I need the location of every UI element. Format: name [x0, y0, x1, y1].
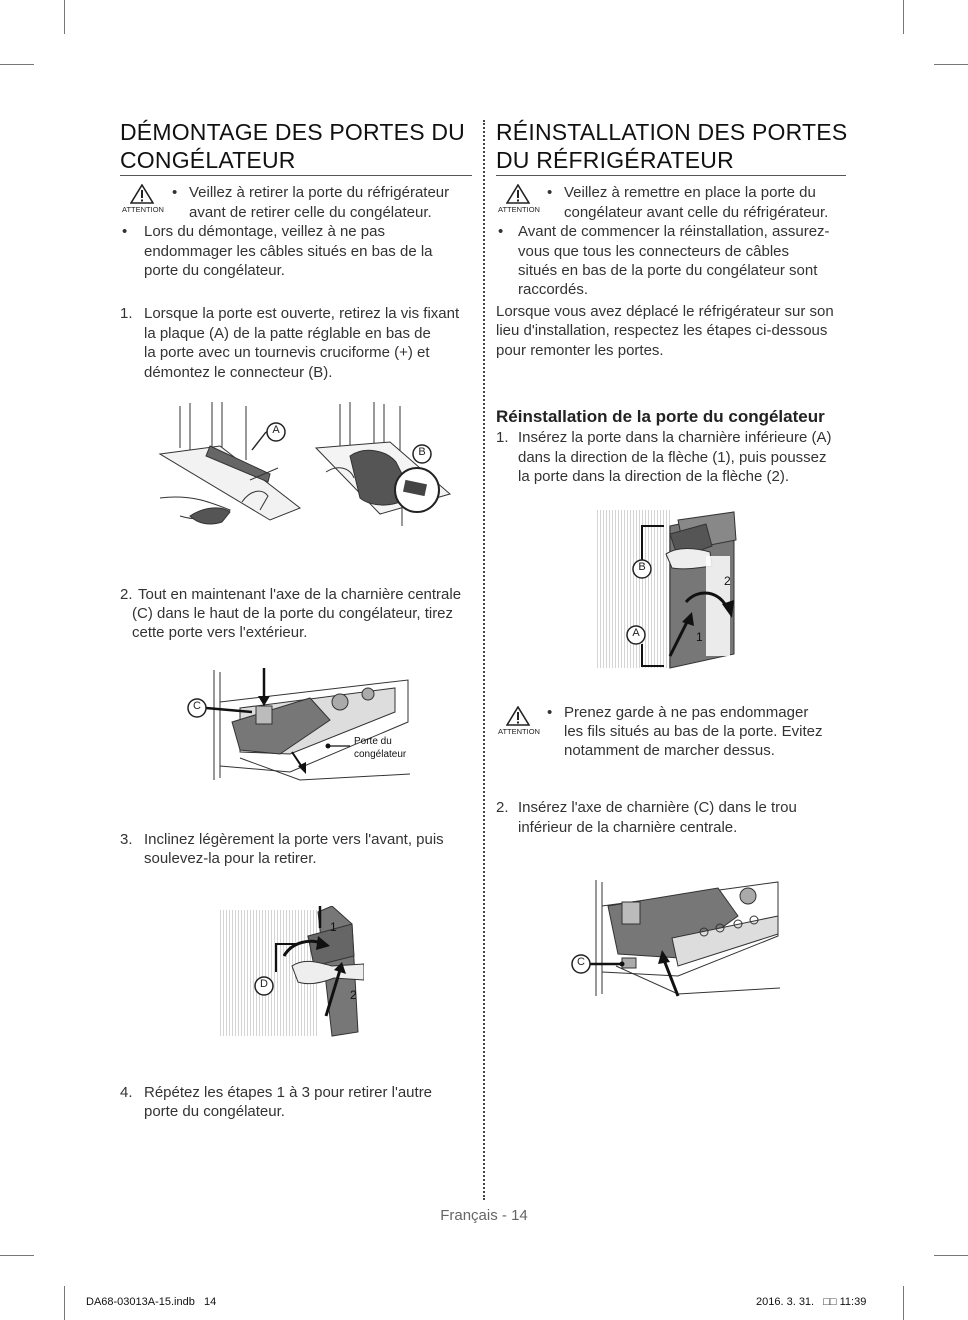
- step-text: cette porte vers l'extérieur.: [132, 624, 308, 641]
- warning-text: avant de retirer celle du congélateur.: [189, 204, 432, 221]
- step-text: Inclinez légèrement la porte vers l'avant, puis: [144, 831, 444, 848]
- print-date: 2016. 3. 31. □□ 11:39: [756, 1296, 867, 1308]
- section-subtitle: Réinstallation de la porte du congélateur: [496, 407, 825, 426]
- step-number: 1.: [496, 429, 509, 446]
- step-text: démontez le connecteur (B).: [144, 364, 333, 381]
- step-text: Tout en maintenant l'axe de la charnière centrale: [138, 586, 462, 603]
- hinge-caption: congélateur: [354, 749, 407, 760]
- step-text: la plaque (A) de la patte réglable en bas de: [144, 325, 431, 342]
- step-text: dans la direction de la flèche (1), puis poussez: [518, 449, 827, 466]
- bullet-text: situés en bas de la porte du congélateur sont: [518, 262, 818, 279]
- figure-tilt-door: [214, 906, 364, 1040]
- figure-center-hinge: [180, 662, 420, 787]
- arrow-number: 2: [724, 574, 731, 588]
- left-title-line1: DÉMONTAGE DES PORTES DU: [120, 119, 465, 145]
- step-text: (C) dans le haut de la porte du congélateur, tirez: [132, 605, 454, 622]
- callout-b-label: B: [418, 446, 426, 458]
- step-text: la porte dans la direction de la flèche (2).: [518, 468, 789, 485]
- warning-text: Veillez à retirer la porte du réfrigérateur: [189, 184, 450, 201]
- warning-text: les fils situés au bas de la porte. Evitez: [564, 723, 823, 740]
- intro-text: Lorsque vous avez déplacé le réfrigérateur sur son: [496, 303, 834, 320]
- step-number: 2.: [496, 799, 509, 816]
- callout-d-label: D: [260, 978, 268, 990]
- callout-a-label: A: [632, 627, 640, 639]
- warning-block: [498, 706, 538, 736]
- warning-text: congélateur avant celle du réfrigérateur.: [564, 204, 829, 221]
- crop-mark: [0, 64, 34, 65]
- warning-triangle-icon: [506, 184, 530, 204]
- right-title-line2: DU RÉFRIGÉRATEUR: [496, 147, 734, 173]
- intro-text: lieu d'installation, respectez les étapes ci-dessous: [496, 322, 828, 339]
- warning-label: ATTENTION: [498, 727, 540, 736]
- step-text: soulevez-la pour la retirer.: [144, 850, 317, 867]
- figure-reinstall-door: [594, 506, 744, 670]
- step-number: 2.: [120, 586, 133, 603]
- crop-mark: [64, 1286, 65, 1320]
- bullet-text: Lors du démontage, veillez à ne pas: [144, 223, 385, 240]
- bullet-text: porte du congélateur.: [144, 262, 285, 279]
- crop-mark: [934, 64, 968, 65]
- warning-text: notamment de marcher dessus.: [564, 742, 775, 759]
- warning-block: [498, 184, 538, 214]
- step-number: 4.: [120, 1084, 133, 1101]
- step-number: 1.: [120, 305, 133, 322]
- bullet-text: Avant de commencer la réinstallation, assurez-: [518, 223, 830, 240]
- step-text: Répétez les étapes 1 à 3 pour retirer l'autre: [144, 1084, 433, 1101]
- bullet-dot: •: [498, 223, 504, 240]
- warning-bullet: •: [172, 184, 178, 201]
- crop-mark: [64, 0, 65, 34]
- arrow-number: 2: [350, 988, 357, 1002]
- arrow-number: 1: [696, 630, 703, 644]
- step-text: inférieur de la charnière centrale.: [518, 819, 738, 836]
- warning-text: Veillez à remettre en place la porte du: [564, 184, 816, 201]
- bullet-dot: •: [122, 223, 128, 240]
- bullet-text: endommager les câbles situés en bas de la: [144, 243, 433, 260]
- intro-text: pour remonter les portes.: [496, 342, 664, 359]
- step-number: 3.: [120, 831, 133, 848]
- figure-hinge-pin: [568, 876, 783, 1000]
- column-divider: [483, 120, 485, 1200]
- step-text: porte du congélateur.: [144, 1103, 285, 1120]
- hinge-caption: Porte du: [354, 736, 392, 747]
- warning-bullet: •: [547, 704, 553, 721]
- step-text: Insérez l'axe de charnière (C) dans le trou: [518, 799, 797, 816]
- warning-label: ATTENTION: [498, 205, 540, 214]
- step-text: la porte avec un tournevis cruciforme (+) et: [144, 344, 430, 361]
- right-title-line1: RÉINSTALLATION DES PORTES: [496, 119, 848, 145]
- bullet-text: vous que tous les connecteurs de câbles: [518, 243, 790, 260]
- callout-b-label: B: [638, 561, 646, 573]
- warning-label: ATTENTION: [122, 205, 164, 214]
- step-text: Lorsque la porte est ouverte, retirez la vis fixant: [144, 305, 460, 322]
- crop-mark: [903, 1286, 904, 1320]
- warning-block: [122, 184, 162, 214]
- right-title-rule: [496, 175, 846, 176]
- callout-c-label: C: [193, 700, 201, 712]
- callout-a-label: A: [272, 424, 280, 436]
- file-name: DA68-03013A-15.indb 14: [86, 1296, 217, 1308]
- crop-mark: [0, 1255, 34, 1256]
- arrow-number: 1: [330, 920, 337, 934]
- warning-text: Prenez garde à ne pas endommager: [564, 704, 809, 721]
- crop-mark: [934, 1255, 968, 1256]
- warning-triangle-icon: [130, 184, 154, 204]
- figure-screw-connector: [150, 398, 460, 533]
- bullet-text: raccordés.: [518, 281, 589, 298]
- callout-c-label: C: [577, 956, 585, 968]
- crop-mark: [903, 0, 904, 34]
- left-title-rule: [120, 175, 472, 176]
- warning-bullet: •: [547, 184, 553, 201]
- page-number: Français - 14: [440, 1207, 528, 1224]
- warning-triangle-icon: [506, 706, 530, 726]
- left-title-line2: CONGÉLATEUR: [120, 147, 296, 173]
- step-text: Insérez la porte dans la charnière inférieure (A): [518, 429, 832, 446]
